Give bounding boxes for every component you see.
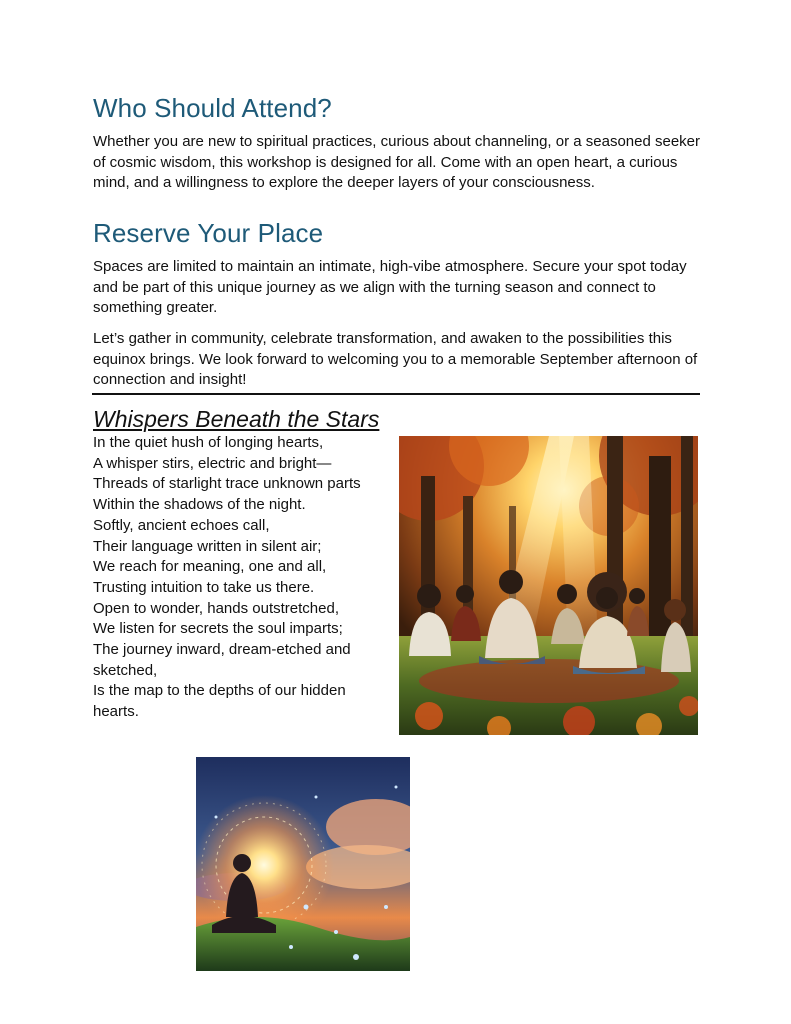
paragraph-reserve-gather: Let’s gather in community, celebrate transformation, and awaken to the possibilities this equinox brings. We look forward to welcoming you to a memorable September afternoon of connection and insight! bbox=[93, 330, 698, 389]
poem-line: Is the map to the depths of our hidden hearts. bbox=[93, 682, 346, 721]
poem-line: The journey inward, dream-etched and sketched, bbox=[93, 641, 351, 679]
heading-who-should-attend: Who Should Attend? bbox=[93, 93, 332, 123]
poem-line: Trusting intuition to take us there. bbox=[93, 578, 315, 596]
poem-body bbox=[93, 433, 383, 723]
poem-line: Their language written in silent air; bbox=[93, 537, 322, 555]
heading-reserve-your-place: Reserve Your Place bbox=[93, 218, 324, 248]
poem-line: In the quiet hush of longing hearts, bbox=[93, 434, 324, 451]
poem-line: Softly, ancient echoes call, bbox=[93, 516, 270, 534]
poem-line: Open to wonder, hands outstretched, bbox=[93, 599, 339, 617]
poem-line: We reach for meaning, one and all, bbox=[93, 558, 327, 576]
poem-line: We listen for secrets the soul imparts; bbox=[93, 620, 343, 638]
paragraph-reserve-spaces: Spaces are limited to maintain an intimate, high-vibe atmosphere. Secure your spot today and be part of this unique journey as we align with the turning season and connect to something greater. bbox=[93, 258, 687, 317]
forest-meditation-image bbox=[399, 436, 698, 735]
horizontal-divider bbox=[92, 393, 700, 395]
poem-line: A whisper stirs, electric and bright— bbox=[93, 454, 332, 472]
cosmic-meditation-image bbox=[196, 757, 410, 971]
poem-line: Within the shadows of the night. bbox=[93, 496, 306, 514]
paragraph-who-should-attend: Whether you are new to spiritual practices, curious about channeling, or a seasoned seeker of cosmic wisdom, this workshop is designed for all. Come with an open heart, a curious mind, and a willingness to explore the deeper layers of your consciousness. bbox=[93, 133, 701, 192]
poem-title: Whispers Beneath the Stars bbox=[93, 406, 380, 432]
poem-line: Threads of starlight trace unknown parts bbox=[93, 475, 361, 493]
